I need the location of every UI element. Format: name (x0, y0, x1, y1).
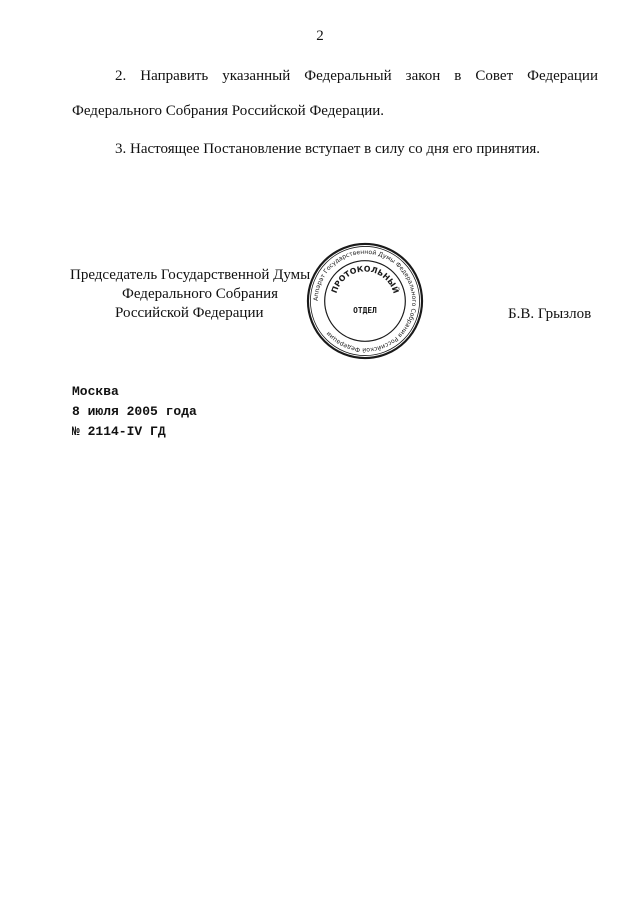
paragraph-2-line-1: 2. Направить указанный Федеральный закон в Совет Федерации (115, 68, 598, 84)
footer-document-number: № 2114-IV ГД (72, 424, 166, 439)
page-number: 2 (316, 28, 324, 44)
footer-date: 8 июля 2005 года (72, 404, 197, 419)
signatory-title-block (70, 266, 330, 323)
signatory-title-line-2: Федерального Собрания (122, 286, 279, 302)
footer-city: Москва (72, 384, 119, 399)
stamp-outer-ring-thin (310, 246, 419, 355)
paragraph-3: 3. Настоящее Постановление вступает в силу со дня его принятия. (115, 141, 541, 157)
stamp-center-text: ОТДЕЛ (353, 305, 377, 315)
stamp-inner-arc-text: ПРОТОКОЛЬНЫЙ (329, 264, 401, 295)
stamp-outer-text: Аппарат Государственной Думы Федерального Собрания Российской Федерации (312, 248, 418, 354)
signatory-title-line-1: Председатель Государственной Думы (70, 267, 311, 283)
paragraph-2-line-2: Федерального Собрания Российской Федерации. (72, 103, 385, 119)
signatory-title-line-3: Российской Федерации (115, 305, 264, 321)
signer-name: Б.В. Грызлов (508, 306, 592, 322)
official-stamp (306, 242, 424, 360)
